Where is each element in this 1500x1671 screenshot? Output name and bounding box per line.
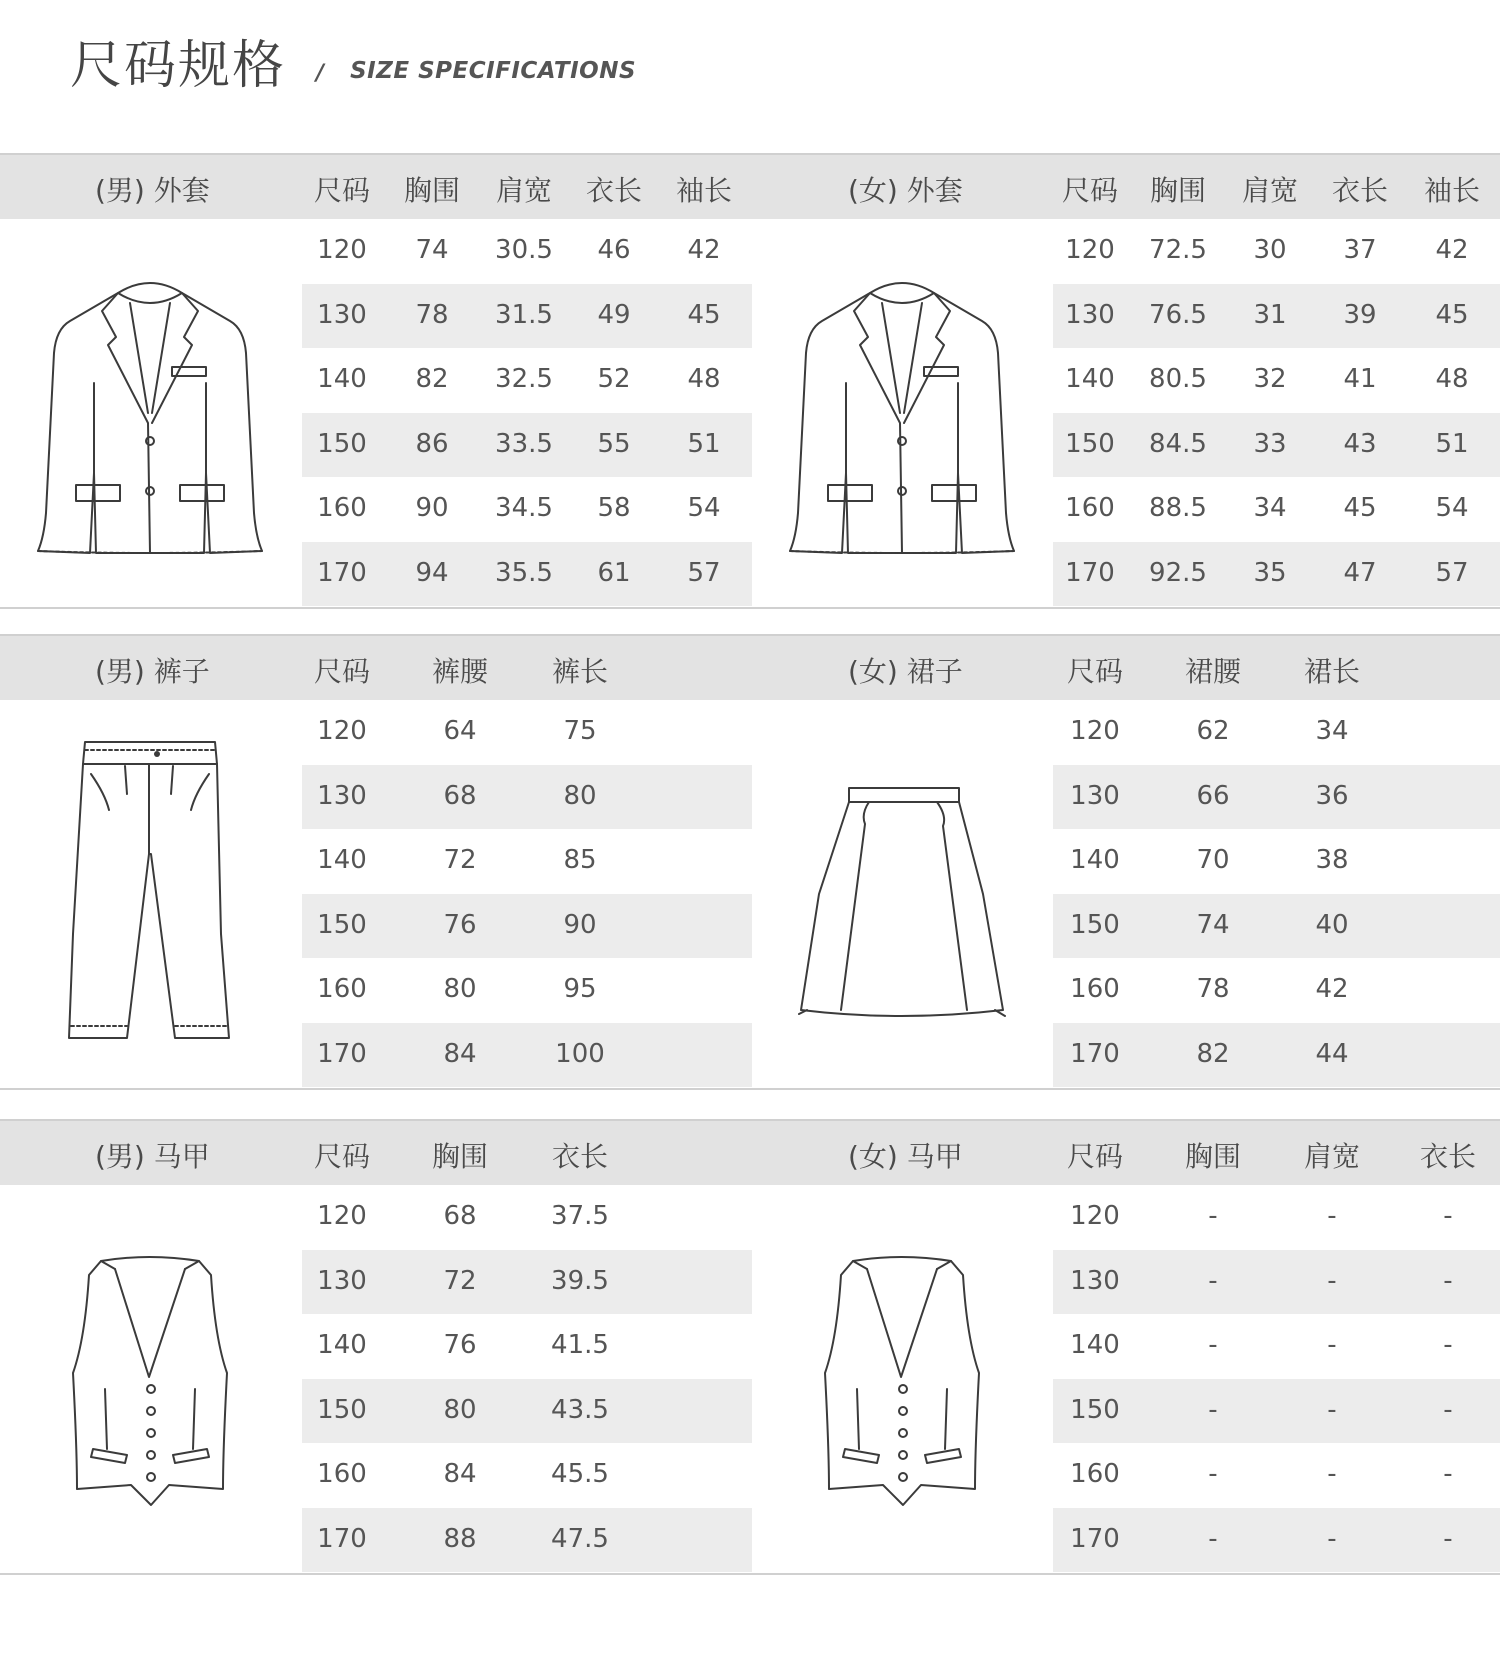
table-cell: -	[1443, 1459, 1453, 1489]
column-header: 胸围	[1149, 174, 1207, 207]
table-cell: 130	[1065, 299, 1115, 330]
table-cell: 45	[1435, 299, 1469, 330]
spec-band	[0, 153, 1500, 609]
table-cell: 41.5	[551, 1330, 609, 1360]
table-cell: 160	[1070, 974, 1120, 1004]
table-cell: 140	[1070, 845, 1120, 875]
table-cell: 150	[317, 428, 367, 459]
table-cell: 57	[1435, 557, 1469, 588]
table-cell: 34	[1315, 716, 1349, 746]
row-stripe	[1053, 765, 1500, 830]
table-cell: 34	[1253, 493, 1287, 523]
page-title-cn: 尺码规格	[70, 36, 287, 96]
table-cell: 120	[1070, 1201, 1120, 1231]
table-cell: 37	[1343, 235, 1377, 265]
table-cell: 140	[1065, 364, 1115, 394]
table-cell: 85	[563, 845, 597, 875]
table-cell: 61	[597, 557, 631, 588]
row-stripe	[1053, 1023, 1500, 1088]
column-header: 尺码	[313, 655, 371, 688]
table-cell: -	[1327, 1523, 1337, 1554]
column-header: 袖长	[675, 174, 733, 207]
table-cell: 150	[1070, 909, 1120, 940]
panel-title: (男) 裤子	[95, 655, 210, 688]
row-stripe	[302, 1250, 752, 1315]
table-cell: 130	[317, 1265, 367, 1296]
table-cell: 68	[443, 780, 477, 811]
table-cell: 92.5	[1149, 557, 1207, 588]
table-cell: 80	[443, 1394, 477, 1425]
table-cell: 90	[415, 493, 449, 523]
table-cell: -	[1443, 1330, 1453, 1360]
table-cell: 31.5	[495, 299, 553, 330]
table-cell: -	[1327, 1459, 1337, 1489]
row-stripe	[1053, 1379, 1500, 1444]
table-cell: 120	[317, 716, 367, 746]
table-cell: 44	[1315, 1038, 1349, 1069]
band-header	[0, 636, 1500, 700]
table-cell: 76	[443, 909, 477, 940]
table-cell: 75	[563, 716, 597, 746]
vest-illustration	[65, 1249, 235, 1509]
page-title-en: SIZE SPECIFICATIONS	[350, 58, 637, 84]
table-cell: 84	[443, 1038, 477, 1069]
row-stripe	[302, 1508, 752, 1573]
table-cell: 94	[415, 557, 449, 588]
pants-illustration	[65, 734, 235, 1054]
panel-title: (女) 马甲	[848, 1140, 963, 1173]
table-cell: 41	[1343, 364, 1377, 394]
column-header: 衣长	[1331, 174, 1389, 207]
spec-band	[0, 634, 1500, 1090]
table-cell: 90	[563, 909, 597, 940]
spec-band	[0, 1119, 1500, 1575]
table-cell: 160	[1065, 493, 1115, 523]
column-header: 胸围	[431, 1140, 489, 1173]
table-cell: 54	[1435, 493, 1469, 523]
row-stripe	[302, 894, 752, 959]
table-cell: 74	[1196, 909, 1230, 940]
table-cell: 170	[317, 557, 367, 588]
table-cell: 43	[1343, 428, 1377, 459]
row-stripe	[302, 765, 752, 830]
row-stripe	[1053, 894, 1500, 959]
column-header: 肩宽	[495, 174, 553, 207]
table-cell: 70	[1196, 845, 1230, 875]
table-cell: 76.5	[1149, 299, 1207, 330]
table-cell: 130	[317, 299, 367, 330]
table-cell: 88.5	[1149, 493, 1207, 523]
table-cell: -	[1443, 1523, 1453, 1554]
column-header: 裙长	[1303, 655, 1361, 688]
table-cell: 95	[563, 974, 597, 1004]
vest-illustration	[817, 1249, 987, 1509]
table-cell: 35	[1253, 557, 1287, 588]
table-cell: 88	[443, 1523, 477, 1554]
table-cell: 170	[317, 1523, 367, 1554]
table-cell: 120	[317, 1201, 367, 1231]
table-cell: 45	[687, 299, 721, 330]
table-cell: 140	[317, 845, 367, 875]
table-cell: 62	[1196, 716, 1230, 746]
table-cell: 82	[1196, 1038, 1230, 1069]
table-cell: -	[1327, 1265, 1337, 1296]
table-cell: 72	[443, 1265, 477, 1296]
page-title	[70, 22, 637, 96]
table-cell: 140	[1070, 1330, 1120, 1360]
column-header: 袖长	[1423, 174, 1481, 207]
column-header: 尺码	[313, 1140, 371, 1173]
table-cell: 72	[443, 845, 477, 875]
jacket-illustration	[782, 263, 1022, 563]
table-cell: 36	[1315, 780, 1349, 811]
table-cell: 57	[687, 557, 721, 588]
table-cell: -	[1443, 1201, 1453, 1231]
column-header: 胸围	[403, 174, 461, 207]
column-header: 衣长	[551, 1140, 609, 1173]
table-cell: -	[1327, 1330, 1337, 1360]
table-cell: 54	[687, 493, 721, 523]
table-cell: 84	[443, 1459, 477, 1489]
table-cell: 160	[317, 1459, 367, 1489]
table-cell: 51	[1435, 428, 1469, 459]
skirt-illustration	[797, 764, 1007, 1024]
column-header: 裤长	[551, 655, 609, 688]
table-cell: 42	[687, 235, 721, 265]
table-cell: 150	[317, 1394, 367, 1425]
table-cell: 76	[443, 1330, 477, 1360]
table-cell: 39	[1343, 299, 1377, 330]
table-cell: 66	[1196, 780, 1230, 811]
column-header: 胸围	[1184, 1140, 1242, 1173]
table-cell: 52	[597, 364, 631, 394]
column-header: 衣长	[1419, 1140, 1477, 1173]
table-cell: 47.5	[551, 1523, 609, 1554]
column-header: 肩宽	[1241, 174, 1299, 207]
table-cell: 150	[1070, 1394, 1120, 1425]
table-cell: 37.5	[551, 1201, 609, 1231]
table-cell: 78	[415, 299, 449, 330]
table-cell: 39.5	[551, 1265, 609, 1296]
column-header: 尺码	[1066, 1140, 1124, 1173]
table-cell: 48	[1435, 364, 1469, 394]
panel-title: (女) 外套	[848, 174, 963, 207]
table-cell: 34.5	[495, 493, 553, 523]
table-cell: 58	[597, 493, 631, 523]
table-cell: 40	[1315, 909, 1349, 940]
table-cell: 140	[317, 364, 367, 394]
table-cell: 32.5	[495, 364, 553, 394]
table-cell: 42	[1435, 235, 1469, 265]
table-cell: 140	[317, 1330, 367, 1360]
table-cell: 74	[415, 235, 449, 265]
table-cell: 30.5	[495, 235, 553, 265]
table-cell: 49	[597, 299, 631, 330]
row-stripe	[1053, 1250, 1500, 1315]
table-cell: 170	[1070, 1038, 1120, 1069]
column-header: 衣长	[585, 174, 643, 207]
table-cell: 64	[443, 716, 477, 746]
table-cell: 160	[317, 974, 367, 1004]
table-cell: 33.5	[495, 428, 553, 459]
table-cell: 45	[1343, 493, 1377, 523]
column-header: 尺码	[313, 174, 371, 207]
table-cell: 35.5	[495, 557, 553, 588]
table-cell: 55	[597, 428, 631, 459]
table-cell: -	[1208, 1201, 1218, 1231]
table-cell: 150	[1065, 428, 1115, 459]
table-cell: -	[1327, 1201, 1337, 1231]
table-cell: 130	[317, 780, 367, 811]
table-cell: 100	[555, 1038, 605, 1069]
table-cell: 80.5	[1149, 364, 1207, 394]
table-cell: 51	[687, 428, 721, 459]
table-cell: -	[1208, 1265, 1218, 1296]
band-header	[0, 1121, 1500, 1185]
table-cell: 130	[1070, 780, 1120, 811]
table-cell: -	[1327, 1394, 1337, 1425]
table-cell: 38	[1315, 845, 1349, 875]
table-cell: -	[1208, 1394, 1218, 1425]
column-header: 肩宽	[1303, 1140, 1361, 1173]
table-cell: 120	[1070, 716, 1120, 746]
table-cell: 78	[1196, 974, 1230, 1004]
table-cell: 31	[1253, 299, 1287, 330]
table-cell: 150	[317, 909, 367, 940]
row-stripe	[302, 1379, 752, 1444]
table-cell: 43.5	[551, 1394, 609, 1425]
table-cell: -	[1208, 1523, 1218, 1554]
table-cell: 72.5	[1149, 235, 1207, 265]
table-cell: 170	[1065, 557, 1115, 588]
panel-title: (女) 裙子	[848, 655, 963, 688]
table-cell: 68	[443, 1201, 477, 1231]
title-separator: /	[316, 61, 325, 86]
table-cell: 32	[1253, 364, 1287, 394]
table-cell: 160	[1070, 1459, 1120, 1489]
table-cell: -	[1208, 1459, 1218, 1489]
table-cell: -	[1208, 1330, 1218, 1360]
table-cell: 80	[563, 780, 597, 811]
row-stripe	[1053, 1508, 1500, 1573]
table-cell: 33	[1253, 428, 1287, 459]
column-header: 尺码	[1066, 655, 1124, 688]
table-cell: -	[1443, 1394, 1453, 1425]
column-header: 尺码	[1061, 174, 1119, 207]
table-cell: 46	[597, 235, 631, 265]
table-cell: 30	[1253, 235, 1287, 265]
table-cell: 84.5	[1149, 428, 1207, 459]
table-cell: -	[1443, 1265, 1453, 1296]
table-cell: 80	[443, 974, 477, 1004]
table-cell: 120	[1065, 235, 1115, 265]
table-cell: 42	[1315, 974, 1349, 1004]
table-cell: 47	[1343, 557, 1377, 588]
table-cell: 130	[1070, 1265, 1120, 1296]
table-cell: 48	[687, 364, 721, 394]
column-header: 裤腰	[431, 655, 489, 688]
column-header: 裙腰	[1184, 655, 1242, 688]
table-cell: 170	[317, 1038, 367, 1069]
table-cell: 45.5	[551, 1459, 609, 1489]
table-cell: 170	[1070, 1523, 1120, 1554]
row-stripe	[302, 1023, 752, 1088]
jacket-illustration	[30, 263, 270, 563]
table-cell: 160	[317, 493, 367, 523]
panel-title: (男) 外套	[95, 174, 210, 207]
panel-title: (男) 马甲	[95, 1140, 210, 1173]
table-cell: 82	[415, 364, 449, 394]
table-cell: 120	[317, 235, 367, 265]
table-cell: 86	[415, 428, 449, 459]
